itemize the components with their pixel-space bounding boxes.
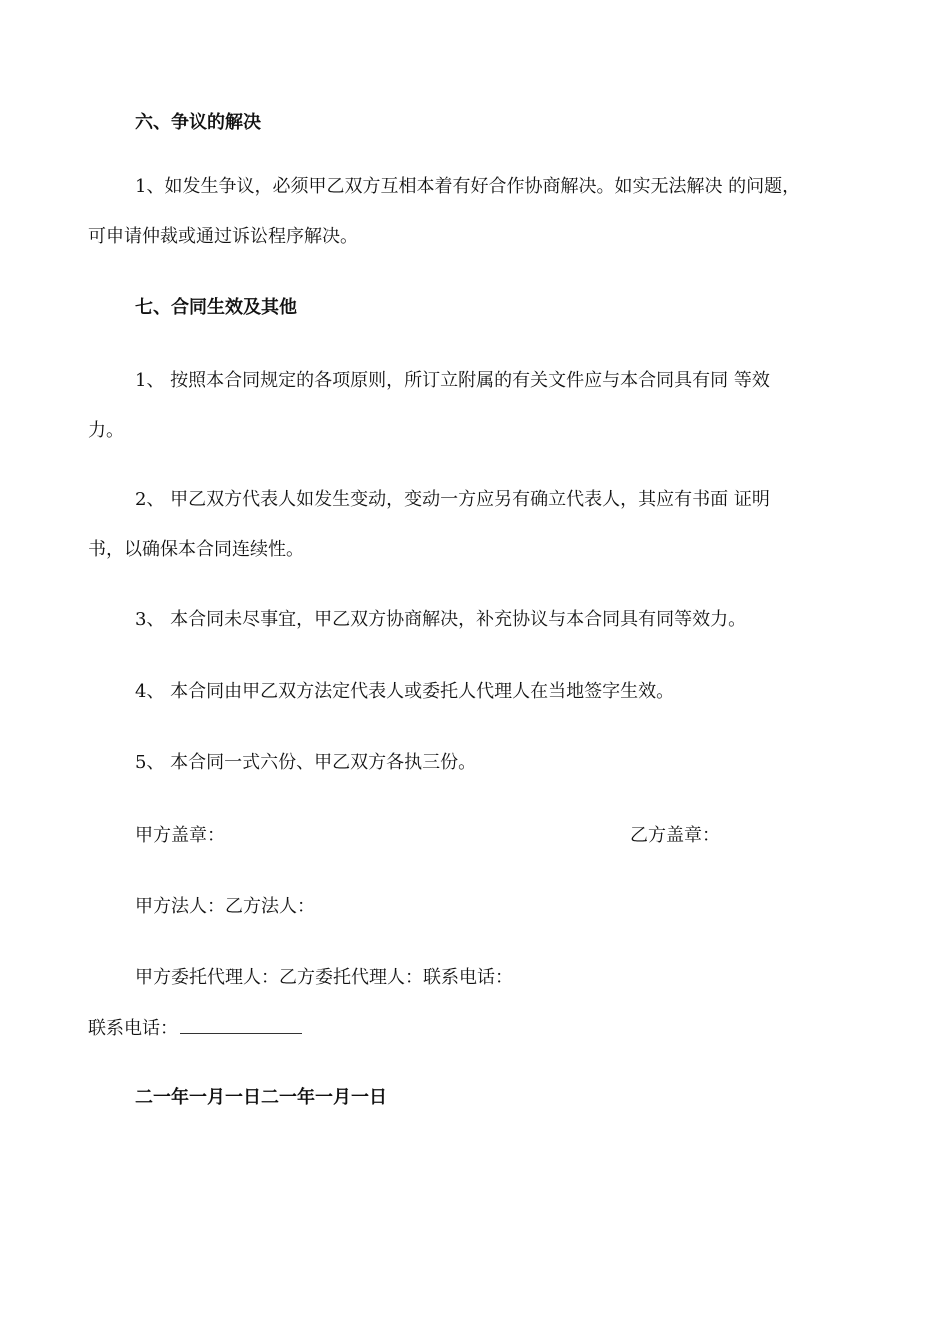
party-a-seal-label: 甲方盖章： — [135, 825, 225, 846]
agents-label: 甲方委托代理人：乙方委托代理人：联系电话： — [135, 967, 513, 988]
section-six-item1-line1 — [135, 175, 883, 199]
legal-persons-label: 甲方法人：乙方法人： — [135, 896, 315, 917]
section-seven-item4: 4、 本合同由甲乙双方法定代表人或委托人代理人在当地签字生效。 — [135, 681, 675, 702]
section-six-item1-line2: 可申请仲裁或通过诉讼程序解决。 — [88, 226, 358, 247]
section-seven-item3: 3、 本合同未尽事宜，甲乙双方协商解决，补充协议与本合同具有同等效力。 — [135, 609, 747, 630]
section-six-item1-text: 1、如发生争议，必须甲乙双方互相本着有好合作协商解决。如实无法解决 的问题， — [135, 176, 801, 197]
section-seven-item1-line1: 1、 按照本合同规定的各项原则，所订立附属的有关文件应与本合同具有同 等效 — [135, 370, 770, 391]
phone-label: 联系电话： — [88, 1018, 178, 1039]
section-seven-item2-line1: 2、 甲乙双方代表人如发生变动，变动一方应另有确立代表人，其应有书面 证明 — [135, 489, 770, 510]
section-seven-title: 七、合同生效及其他 — [135, 297, 297, 318]
phone-blank-underline — [180, 1015, 302, 1034]
section-seven-item1-line2: 力。 — [88, 420, 124, 441]
party-b-seal-label: 乙方盖章： — [630, 825, 720, 846]
section-seven-item2-line2: 书，以确保本合同连续性。 — [88, 539, 304, 560]
phone-line — [88, 1015, 302, 1041]
section-seven-item5: 5、 本合同一式六份、甲乙双方各执三份。 — [135, 752, 477, 773]
section-six-title: 六、争议的解决 — [135, 112, 261, 133]
date-line: 二一年一月一日二一年一月一日 — [135, 1087, 387, 1108]
